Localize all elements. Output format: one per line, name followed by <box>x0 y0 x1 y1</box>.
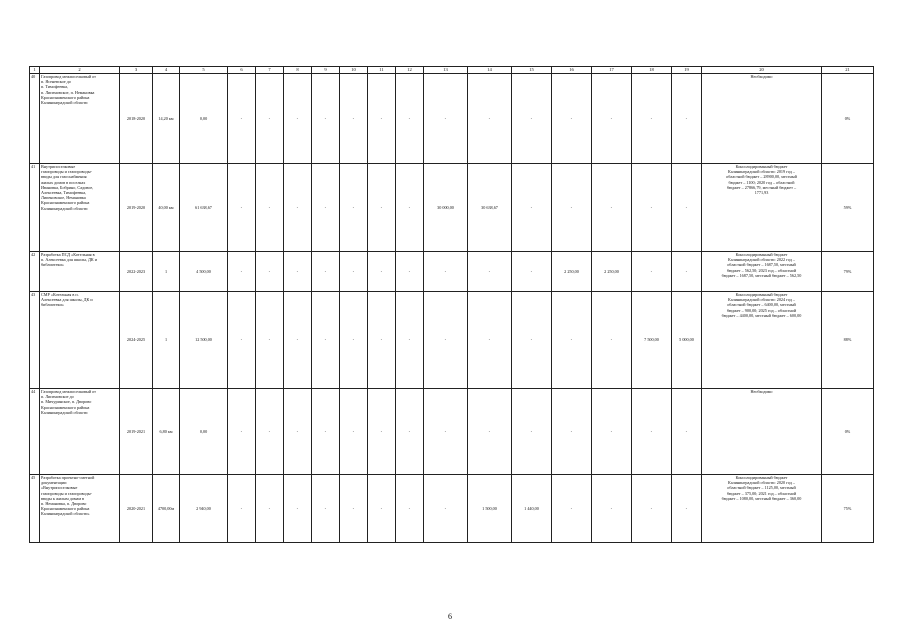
value-cell: 7 500,00 <box>632 292 672 389</box>
value-cell: 30 638,67 <box>468 164 512 252</box>
column-header: 18 <box>632 67 672 74</box>
value-cell: - <box>552 74 592 164</box>
row-number: 43 <box>30 292 40 389</box>
value-cell: - <box>512 74 552 164</box>
value-cell: - <box>592 164 632 252</box>
value-cell: - <box>284 164 312 252</box>
capacity: 6,80 км <box>153 389 180 475</box>
value-cell: - <box>396 292 424 389</box>
value-cell: - <box>512 252 552 292</box>
value-cell: 1 500,00 <box>468 475 512 543</box>
value-cell: - <box>368 164 396 252</box>
page-number: 6 <box>448 612 452 621</box>
share-percent: 0% <box>822 389 874 475</box>
total-cost: 2 940,00 <box>180 475 228 543</box>
value-cell: - <box>468 292 512 389</box>
share-percent: 0% <box>822 74 874 164</box>
value-cell: - <box>512 164 552 252</box>
value-cell: - <box>396 252 424 292</box>
value-cell: - <box>340 252 368 292</box>
value-cell: - <box>512 389 552 475</box>
value-cell: - <box>228 475 256 543</box>
value-cell: - <box>228 389 256 475</box>
value-cell: - <box>468 252 512 292</box>
value-cell: - <box>368 475 396 543</box>
value-cell: - <box>368 252 396 292</box>
value-cell: - <box>424 74 468 164</box>
value-cell: - <box>312 252 340 292</box>
value-cell: - <box>592 475 632 543</box>
funding-source: Необходимо <box>702 389 822 475</box>
value-cell: - <box>284 252 312 292</box>
value-cell: - <box>228 252 256 292</box>
object-name: Газопровод межпоселковый от п. Ясеневское до п. Тимофеевка, п. Липеновское, п. Немановка Краснознаменского района Калининградской области <box>40 74 120 164</box>
value-cell: - <box>632 252 672 292</box>
row-number: 40 <box>30 74 40 164</box>
value-cell: - <box>424 292 468 389</box>
table-row <box>30 389 874 475</box>
value-cell: - <box>512 292 552 389</box>
column-header: 13 <box>424 67 468 74</box>
value-cell: - <box>340 389 368 475</box>
value-cell: - <box>424 389 468 475</box>
object-name: Разработка проектно-сметной документации «Внутрипоселковые газопроводы и газопроводы- вводы к жилым домам в п. Немановка, п. Дворово Краснознаменского района Калининградской области» <box>40 475 120 543</box>
value-cell: - <box>312 389 340 475</box>
value-cell: - <box>592 292 632 389</box>
value-cell: - <box>672 164 702 252</box>
value-cell: - <box>396 164 424 252</box>
capacity: 14,20 км <box>153 74 180 164</box>
column-header: 11 <box>368 67 396 74</box>
total-cost: 4 500,00 <box>180 252 228 292</box>
value-cell: 2 250,00 <box>552 252 592 292</box>
value-cell: - <box>552 389 592 475</box>
value-cell: - <box>592 74 632 164</box>
value-cell: - <box>632 475 672 543</box>
value-cell: - <box>312 164 340 252</box>
capacity: 1 <box>153 292 180 389</box>
value-cell: - <box>632 389 672 475</box>
value-cell: - <box>284 475 312 543</box>
value-cell: - <box>672 252 702 292</box>
column-header: 16 <box>552 67 592 74</box>
column-number-row <box>30 67 874 74</box>
value-cell: 30 000,00 <box>424 164 468 252</box>
column-header: 15 <box>512 67 552 74</box>
funding-source: Необходимо <box>702 74 822 164</box>
value-cell: - <box>368 389 396 475</box>
object-name: Разработка ПСД «Котельная в п. Алексеевка для школы, ДК и библиотеки» <box>40 252 120 292</box>
capacity: 40,00 км <box>153 164 180 252</box>
column-header: 20 <box>702 67 822 74</box>
table-row <box>30 475 874 543</box>
table-row <box>30 292 874 389</box>
value-cell: - <box>592 389 632 475</box>
period: 2019-2020 <box>120 164 153 252</box>
value-cell: - <box>368 74 396 164</box>
share-percent: 79% <box>822 252 874 292</box>
total-cost: 0,00 <box>180 389 228 475</box>
row-number: 42 <box>30 252 40 292</box>
share-percent: 88% <box>822 292 874 389</box>
column-header: 17 <box>592 67 632 74</box>
column-header: 4 <box>153 67 180 74</box>
value-cell: - <box>228 292 256 389</box>
row-number: 41 <box>30 164 40 252</box>
column-header: 6 <box>228 67 256 74</box>
value-cell: - <box>424 252 468 292</box>
value-cell: - <box>468 74 512 164</box>
value-cell: - <box>672 389 702 475</box>
value-cell: - <box>228 74 256 164</box>
investment-table <box>29 66 874 543</box>
period: 2018-2020 <box>120 74 153 164</box>
value-cell: 2 250,00 <box>592 252 632 292</box>
period: 2020-2021 <box>120 475 153 543</box>
value-cell: - <box>256 252 284 292</box>
object-name: Внутрипоселковые газопроводы и газопроводы- вводы для газоснабжения жилых домов в поселках Ивановка, Бобрино, Садовое, Алексеевка, Тимофеевка, Липеновское, Немановка Краснознаменского района Калининградской области <box>40 164 120 252</box>
column-header: 9 <box>312 67 340 74</box>
value-cell: - <box>552 164 592 252</box>
column-header: 14 <box>468 67 512 74</box>
value-cell: - <box>632 164 672 252</box>
value-cell: - <box>396 475 424 543</box>
value-cell: - <box>340 292 368 389</box>
value-cell: - <box>396 389 424 475</box>
value-cell: - <box>552 475 592 543</box>
funding-source: Консолидированный бюджет Калининградской области: 2019 год – областной бюджет – 28900,00, местный бюджет – 1100; 2020 год – областной бюджет – 27866,79, местный бюджет – 1771,93 <box>702 164 822 252</box>
column-header: 3 <box>120 67 153 74</box>
value-cell: 1 440,00 <box>512 475 552 543</box>
value-cell: - <box>312 475 340 543</box>
value-cell: - <box>340 74 368 164</box>
column-header: 5 <box>180 67 228 74</box>
value-cell: 5 000,00 <box>672 292 702 389</box>
total-cost: 12 500,00 <box>180 292 228 389</box>
row-number: 45 <box>30 475 40 543</box>
value-cell: - <box>228 164 256 252</box>
value-cell: - <box>340 475 368 543</box>
period: 2019-2021 <box>120 389 153 475</box>
value-cell: - <box>312 292 340 389</box>
object-name: Газопровод межпоселковый от п. Липеновское до п. Мичуринское, п. Дворово Краснознаменского района Калининградской области <box>40 389 120 475</box>
period: 2024-2025 <box>120 292 153 389</box>
total-cost: 0,00 <box>180 74 228 164</box>
funding-source: Консолидированный бюджет Калининградской области: 2024 год – областной бюджет – 6400,00, местный бюджет – 900,00; 2025 год – областной бюджет – 4400,00, местный бюджет – 600,00 <box>702 292 822 389</box>
capacity: 4700,00м <box>153 475 180 543</box>
value-cell: - <box>424 475 468 543</box>
value-cell: - <box>256 74 284 164</box>
value-cell: - <box>632 74 672 164</box>
total-cost: 61 638,67 <box>180 164 228 252</box>
value-cell: - <box>256 475 284 543</box>
column-header: 8 <box>284 67 312 74</box>
object-name: СМР «Котельная в п. Алексеевка для школы, ДК и библиотеки» <box>40 292 120 389</box>
funding-source: Консолидированный бюджет Калининградской области: 2022 год – областной бюджет – 1687,50, местный бюджет – 562,50; 2023 год – областной бюджет – 1687,50, местный бюджет – 562,50 <box>702 252 822 292</box>
period: 2022-2023 <box>120 252 153 292</box>
value-cell: - <box>468 389 512 475</box>
value-cell: - <box>312 74 340 164</box>
share-percent: 59% <box>822 164 874 252</box>
value-cell: - <box>552 292 592 389</box>
share-percent: 75% <box>822 475 874 543</box>
column-header: 1 <box>30 67 40 74</box>
row-number: 44 <box>30 389 40 475</box>
value-cell: - <box>256 292 284 389</box>
capacity: 1 <box>153 252 180 292</box>
value-cell: - <box>284 389 312 475</box>
value-cell: - <box>672 74 702 164</box>
column-header: 7 <box>256 67 284 74</box>
value-cell: - <box>340 164 368 252</box>
column-header: 21 <box>822 67 874 74</box>
value-cell: - <box>368 292 396 389</box>
value-cell: - <box>284 74 312 164</box>
value-cell: - <box>256 164 284 252</box>
column-header: 10 <box>340 67 368 74</box>
table-row <box>30 252 874 292</box>
value-cell: - <box>284 292 312 389</box>
table-row <box>30 164 874 252</box>
column-header: 12 <box>396 67 424 74</box>
column-header: 19 <box>672 67 702 74</box>
value-cell: - <box>256 389 284 475</box>
funding-source: Консолидированный бюджет Калининградской области: 2020 год – областной бюджет – 1125,00, местный бюджет – 375,00; 2021 год – областной бюджет – 1080,00, местный бюджет – 360,00 <box>702 475 822 543</box>
table-row <box>30 74 874 164</box>
value-cell: - <box>396 74 424 164</box>
column-header: 2 <box>40 67 120 74</box>
value-cell: - <box>672 475 702 543</box>
